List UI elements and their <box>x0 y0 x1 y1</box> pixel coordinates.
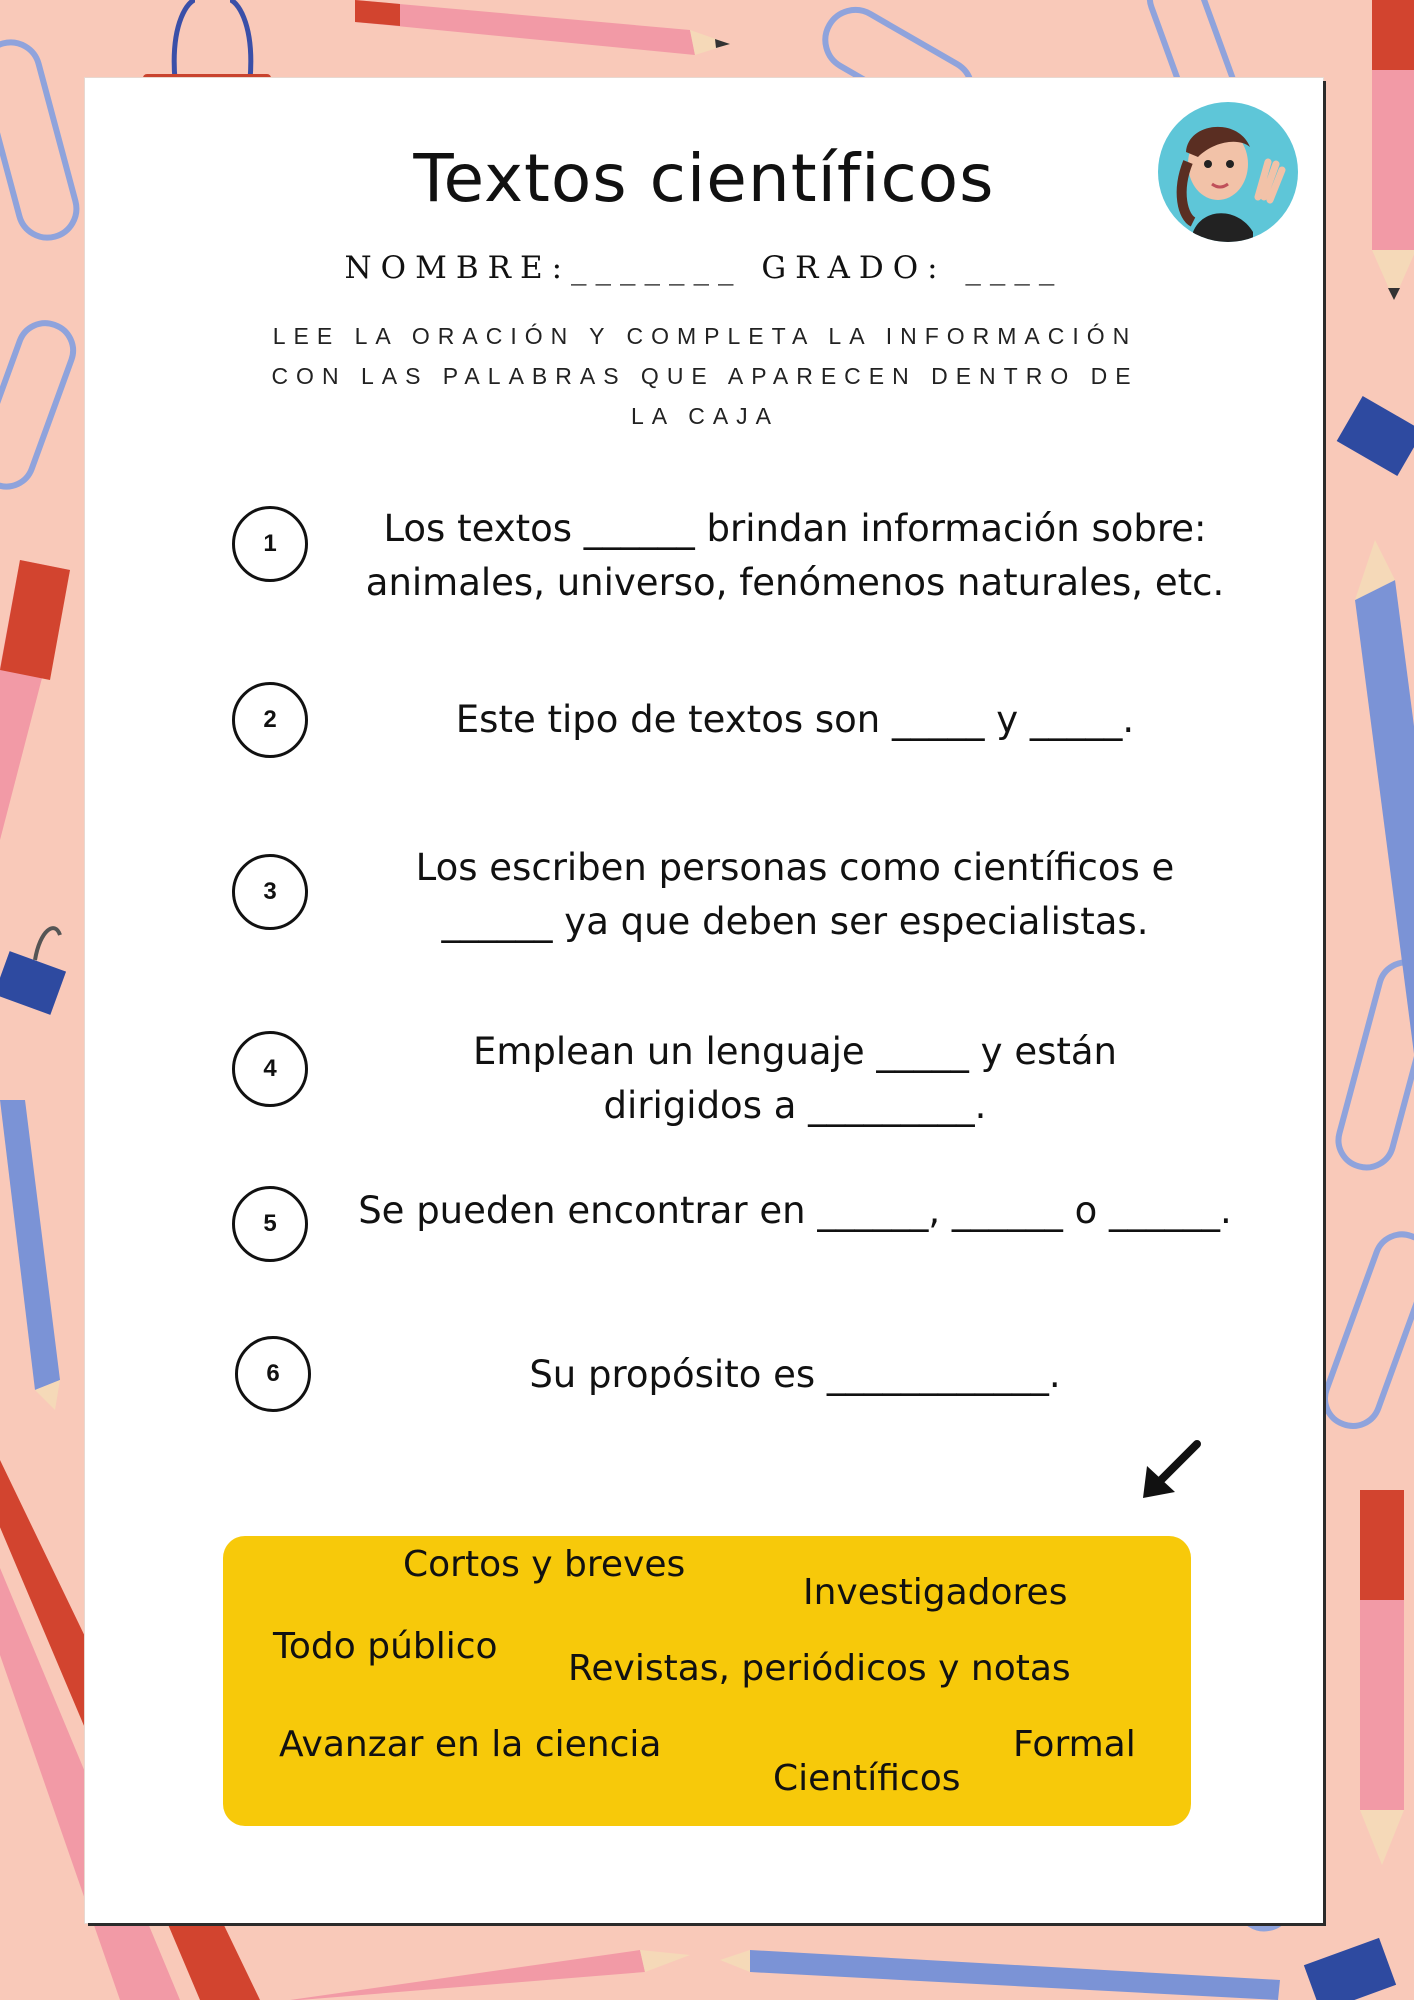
word-bank-box <box>223 1536 1191 1826</box>
item-text-2: Este tipo de textos son _____ y _____. <box>455 698 1135 741</box>
instructions: LEE LA ORACIÓN Y COMPLETA LA INFORMACIÓN CON LAS PALABRAS QUE APARECEN DENTRO DE LA CAJA <box>271 323 1139 429</box>
item-number-6: 6 <box>235 1336 311 1412</box>
page-title: Textos científicos <box>413 140 995 217</box>
item-text-5: Se pueden encontrar en ______, ______ o ______. <box>358 1189 1232 1232</box>
pencil-icon <box>0 1100 60 1410</box>
pencil-icon <box>1355 540 1414 1100</box>
item-number-3: 3 <box>232 854 308 930</box>
word-bank-item: Avanzar en la ciencia <box>279 1724 662 1765</box>
word-bank-item: Cortos y breves <box>403 1544 686 1585</box>
item-number-4: 4 <box>232 1031 308 1107</box>
arrow-down-left-icon <box>1135 1436 1205 1506</box>
pencil-icon <box>0 560 70 840</box>
item-text-3: Los escriben personas como científicos e ______ ya que deben ser especialistas. <box>415 846 1175 943</box>
name-grade-field: NOMBRE:_______ GRADO: ____ <box>344 250 1064 286</box>
pencil-icon <box>290 1950 1280 2000</box>
word-bank-item: Investigadores <box>803 1572 1068 1613</box>
binder-clip-icon <box>0 928 66 1015</box>
item-number-1: 1 <box>232 506 308 582</box>
item-number-5: 5 <box>232 1186 308 1262</box>
worksheet-page <box>85 78 1323 1923</box>
word-bank-item: Formal <box>1013 1724 1136 1765</box>
pencil-icon <box>1360 1490 1404 1865</box>
item-number-2: 2 <box>232 682 308 758</box>
pencil-icon <box>355 0 730 55</box>
pencil-icon <box>1372 0 1414 300</box>
item-text-4: Emplean un lenguaje _____ y están dirigidos a _________. <box>473 1030 1117 1127</box>
word-bank-item: Científicos <box>773 1758 961 1799</box>
item-text-1: Los textos ______ brindan información sobre: animales, universo, fenómenos naturales, etc. <box>365 507 1225 604</box>
item-text-6: Su propósito es ____________. <box>529 1353 1061 1396</box>
word-bank-item: Revistas, periódicos y notas <box>568 1648 1071 1689</box>
word-bank-item: Todo público <box>273 1626 498 1667</box>
